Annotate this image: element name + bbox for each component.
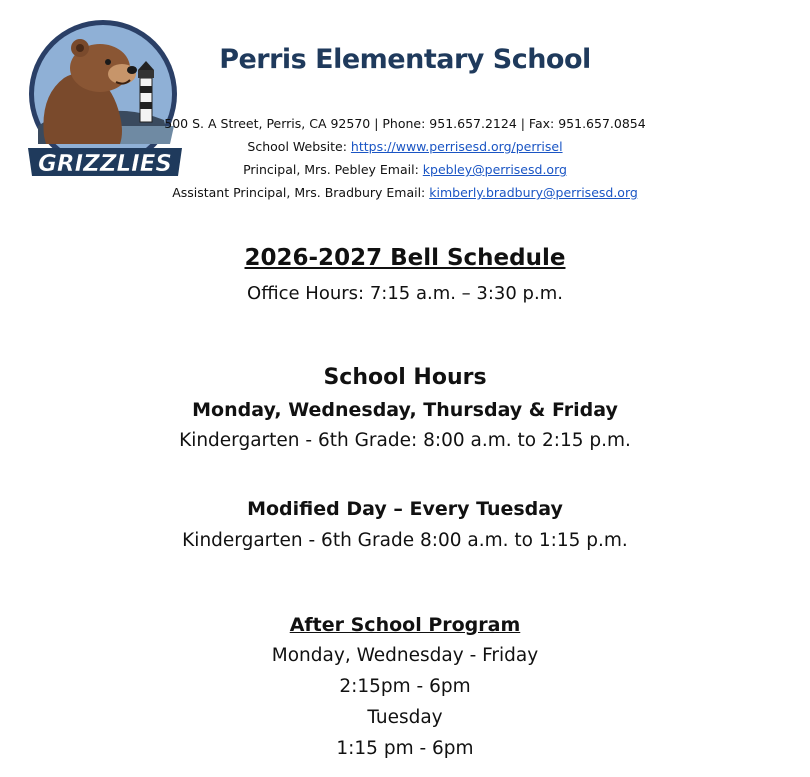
address-line: 500 S. A Street, Perris, CA 92570 | Phone: 951.657.2124 | Fax: 951.657.0854 (164, 116, 646, 131)
office-hours: Office Hours: 7:15 a.m. – 3:30 p.m. (247, 283, 563, 304)
modified-hours: Kindergarten - 6th Grade 8:00 a.m. to 1:15 p.m. (182, 530, 628, 551)
school-name: Perris Elementary School (219, 44, 591, 75)
after-school-hours-2: 1:15 pm - 6pm (336, 738, 474, 759)
after-school-title: After School Program (289, 614, 521, 636)
school-hours-title: School Hours (323, 365, 487, 390)
website-link[interactable]: https://www.perrisesd.org/perrisel (350, 139, 563, 154)
after-school-hours-1: 2:15pm - 6pm (339, 676, 471, 697)
assistant-principal-label: Assistant Principal, Mrs. Bradbury Email: (172, 185, 430, 200)
after-school-days-1: Monday, Wednesday - Friday (271, 645, 539, 666)
after-school-days-2: Tuesday (367, 707, 443, 728)
assistant-principal-email-link[interactable]: kimberly.bradbury@perrisesd.org (429, 185, 638, 200)
regular-hours: Kindergarten - 6th Grade: 8:00 a.m. to 2:15 p.m. (179, 430, 631, 451)
bell-schedule-title: 2026-2027 Bell Schedule (244, 245, 566, 271)
website-label: School Website: (247, 139, 351, 154)
regular-days: Monday, Wednesday, Thursday & Friday (192, 399, 618, 421)
principal-row (150, 158, 660, 181)
principal-email-link[interactable]: kpebley@perrisesd.org (422, 162, 567, 177)
assistant-principal-row (150, 181, 660, 204)
schedule-section (0, 240, 810, 764)
contact-block (150, 112, 660, 204)
website-row (150, 135, 660, 158)
logo-text: GRIZZLIES (38, 151, 172, 177)
principal-label: Principal, Mrs. Pebley Email: (243, 162, 423, 177)
modified-day-title: Modified Day – Every Tuesday (247, 498, 563, 520)
